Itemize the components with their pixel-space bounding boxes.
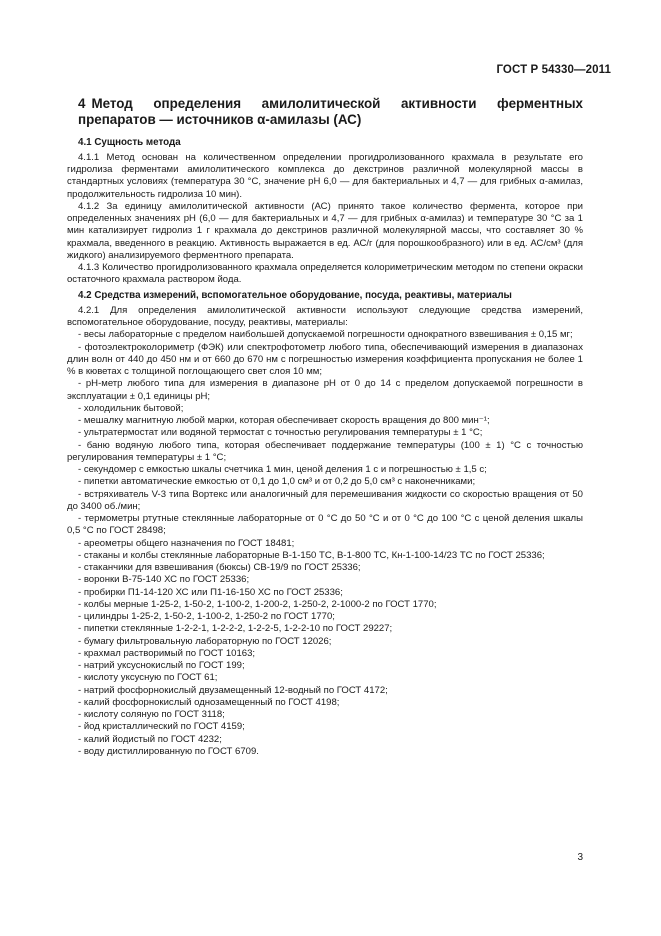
list-item: - йод кристаллический по ГОСТ 4159;: [78, 721, 245, 733]
subsection-heading-4-1: 4.1 Сущность метода: [78, 136, 181, 148]
equipment-list: [67, 329, 583, 758]
list-item: - холодильник бытовой;: [78, 402, 184, 414]
list-item: - воронки В-75-140 ХС по ГОСТ 25336;: [78, 574, 250, 586]
list-item: - термометры ртутные стеклянные лабораторные от 0 °С до 50 °С и от 0 °С до 100 °С с ценой деления шкалы 0,5 °С по ГОСТ 28498;: [67, 513, 583, 537]
list-item: - пипетки автоматические емкостью от 0,1 до 1,0 см³ и от 0,2 до 5,0 см³ с наконечниками;: [78, 476, 476, 488]
list-item: - стаканчики для взвешивания (бюксы) СВ-19/9 по ГОСТ 25336;: [78, 562, 361, 574]
paragraph-4-1-3: 4.1.3 Количество прогидролизованного крахмала определяется колориметрическим методом по степени окраски остаточного крахмала раствором йода.: [67, 262, 583, 286]
list-item: - pH-метр любого типа для измерения в диапазоне pH от 0 до 14 с пределом допускаемой погрешности в эксплуатации ± 0,1 единицы pH;: [67, 378, 583, 402]
list-item: - бумагу фильтровальную лабораторную по ГОСТ 12026;: [78, 635, 332, 647]
list-item: - стаканы и колбы стеклянные лабораторные В-1-150 ТС, В-1-800 ТС, Кн-1-100-14/23 ТС по ГОСТ 25336;: [78, 549, 545, 561]
list-item: - калий йодистый по ГОСТ 4232;: [78, 733, 222, 745]
list-item: - секундомер с емкостью шкалы счетчика 1 мин, ценой деления 1 с и погрешностью ± 1,5 с;: [78, 464, 487, 476]
list-item: - воду дистиллированную по ГОСТ 6709.: [78, 745, 259, 757]
list-item: - калий фосфорнокислый однозамещенный по ГОСТ 4198;: [78, 696, 340, 708]
subsection-heading-4-2: 4.2 Средства измерений, вспомогательное оборудование, посуда, реактивы, материалы: [78, 289, 512, 301]
page-number: 3: [577, 852, 583, 863]
list-item: - ультратермостат или водяной термостат с точностью регулирования температуры ± 1 °С;: [78, 427, 483, 439]
paragraph-4-2-1: 4.2.1 Для определения амилолитической активности используют следующие средства измерений, вспомогательное оборудование, посуду, реактивы, материалы:: [67, 304, 583, 329]
list-item: - кислоту уксусную по ГОСТ 61;: [78, 672, 218, 684]
list-item: - фотоэлектроколориметр (ФЭК) или спектрофотометр любого типа, обеспечивающий измерения в диапазонах длин волн от 440 до 450 нм и от 660 до 670 нм с погрешностью измерения коэффициента пропускания не более 1 % в кюветах с толщиной поглощающего свет слоя 10 мм;: [67, 341, 583, 378]
list-item: - баню водяную любого типа, которая обеспечивает поддержание температуры (100 ± 1) °С с точностью регулирования температуры ± 1 °С;: [67, 439, 583, 463]
list-item: - пипетки стеклянные 1-2-2-1, 1-2-2-2, 1-2-2-5, 1-2-2-10 по ГОСТ 29227;: [78, 623, 393, 635]
paragraph-4-1-1: 4.1.1 Метод основан на количественном определении прогидролизованного крахмала в результате его гидролиза ферментами амилолитического комплекса до декстринов различной молекулярной массы в стандартных условиях (температура 30 °С, значение pH 6,0 — для бактериальных и 4,7 — для грибных α-амилаз, продолжительность гидролиза 10 мин).: [67, 151, 583, 200]
list-item: - колбы мерные 1-25-2, 1-50-2, 1-100-2, 1-200-2, 1-250-2, 2-1000-2 по ГОСТ 1770;: [78, 598, 437, 610]
section-number: 4: [78, 96, 86, 111]
list-item: - пробирки П1-14-120 ХС или П1-16-150 ХС по ГОСТ 25336;: [78, 586, 343, 598]
list-item: - крахмал растворимый по ГОСТ 10163;: [78, 647, 256, 659]
list-item: - ареометры общего назначения по ГОСТ 18481;: [78, 537, 295, 549]
document-id: ГОСТ Р 54330—2011: [496, 64, 611, 76]
section-heading: [78, 96, 583, 128]
paragraph-4-1-2: 4.1.2 За единицу амилолитической активности (АС) принято такое количество фермента, которое при определенных значениях pH (6,0 — для бактериальных и 4,7 — для грибных α-амилаз) и температуре 30 °С за 1 мин катализирует гидролиз 1 г крахмала до декстринов различной молекулярной массы, что составляет 30 % крахмала, введенного в реакцию. Активность выражается в ед. АС/г (для порошкообразного) или в ед. АС/см³ (для жидкого) анализируемого ферментного препарата.: [67, 200, 583, 261]
list-item: - встряхиватель V-3 типа Вортекс или аналогичный для перемешивания жидкости со скоростью вращения от 50 до 3400 об./мин;: [67, 488, 583, 512]
list-item: - мешалку магнитную любой марки, которая обеспечивает скорость вращения до 800 мин⁻¹;: [78, 415, 490, 427]
list-item: - весы лабораторные с пределом наибольшей допускаемой погрешности однократного взвешивания ± 0,15 мг;: [78, 329, 573, 341]
list-item: - кислоту соляную по ГОСТ 3118;: [78, 709, 225, 721]
list-item: - натрий уксуснокислый по ГОСТ 199;: [78, 660, 245, 672]
list-item: - цилиндры 1-25-2, 1-50-2, 1-100-2, 1-250-2 по ГОСТ 1770;: [78, 611, 335, 623]
page-content: [67, 96, 583, 758]
list-item: - натрий фосфорнокислый двузамещенный 12-водный по ГОСТ 4172;: [78, 684, 388, 696]
section-title: Метод определения амилолитической активности ферментных препаратов — источников α-амилазы (АС): [78, 96, 583, 127]
